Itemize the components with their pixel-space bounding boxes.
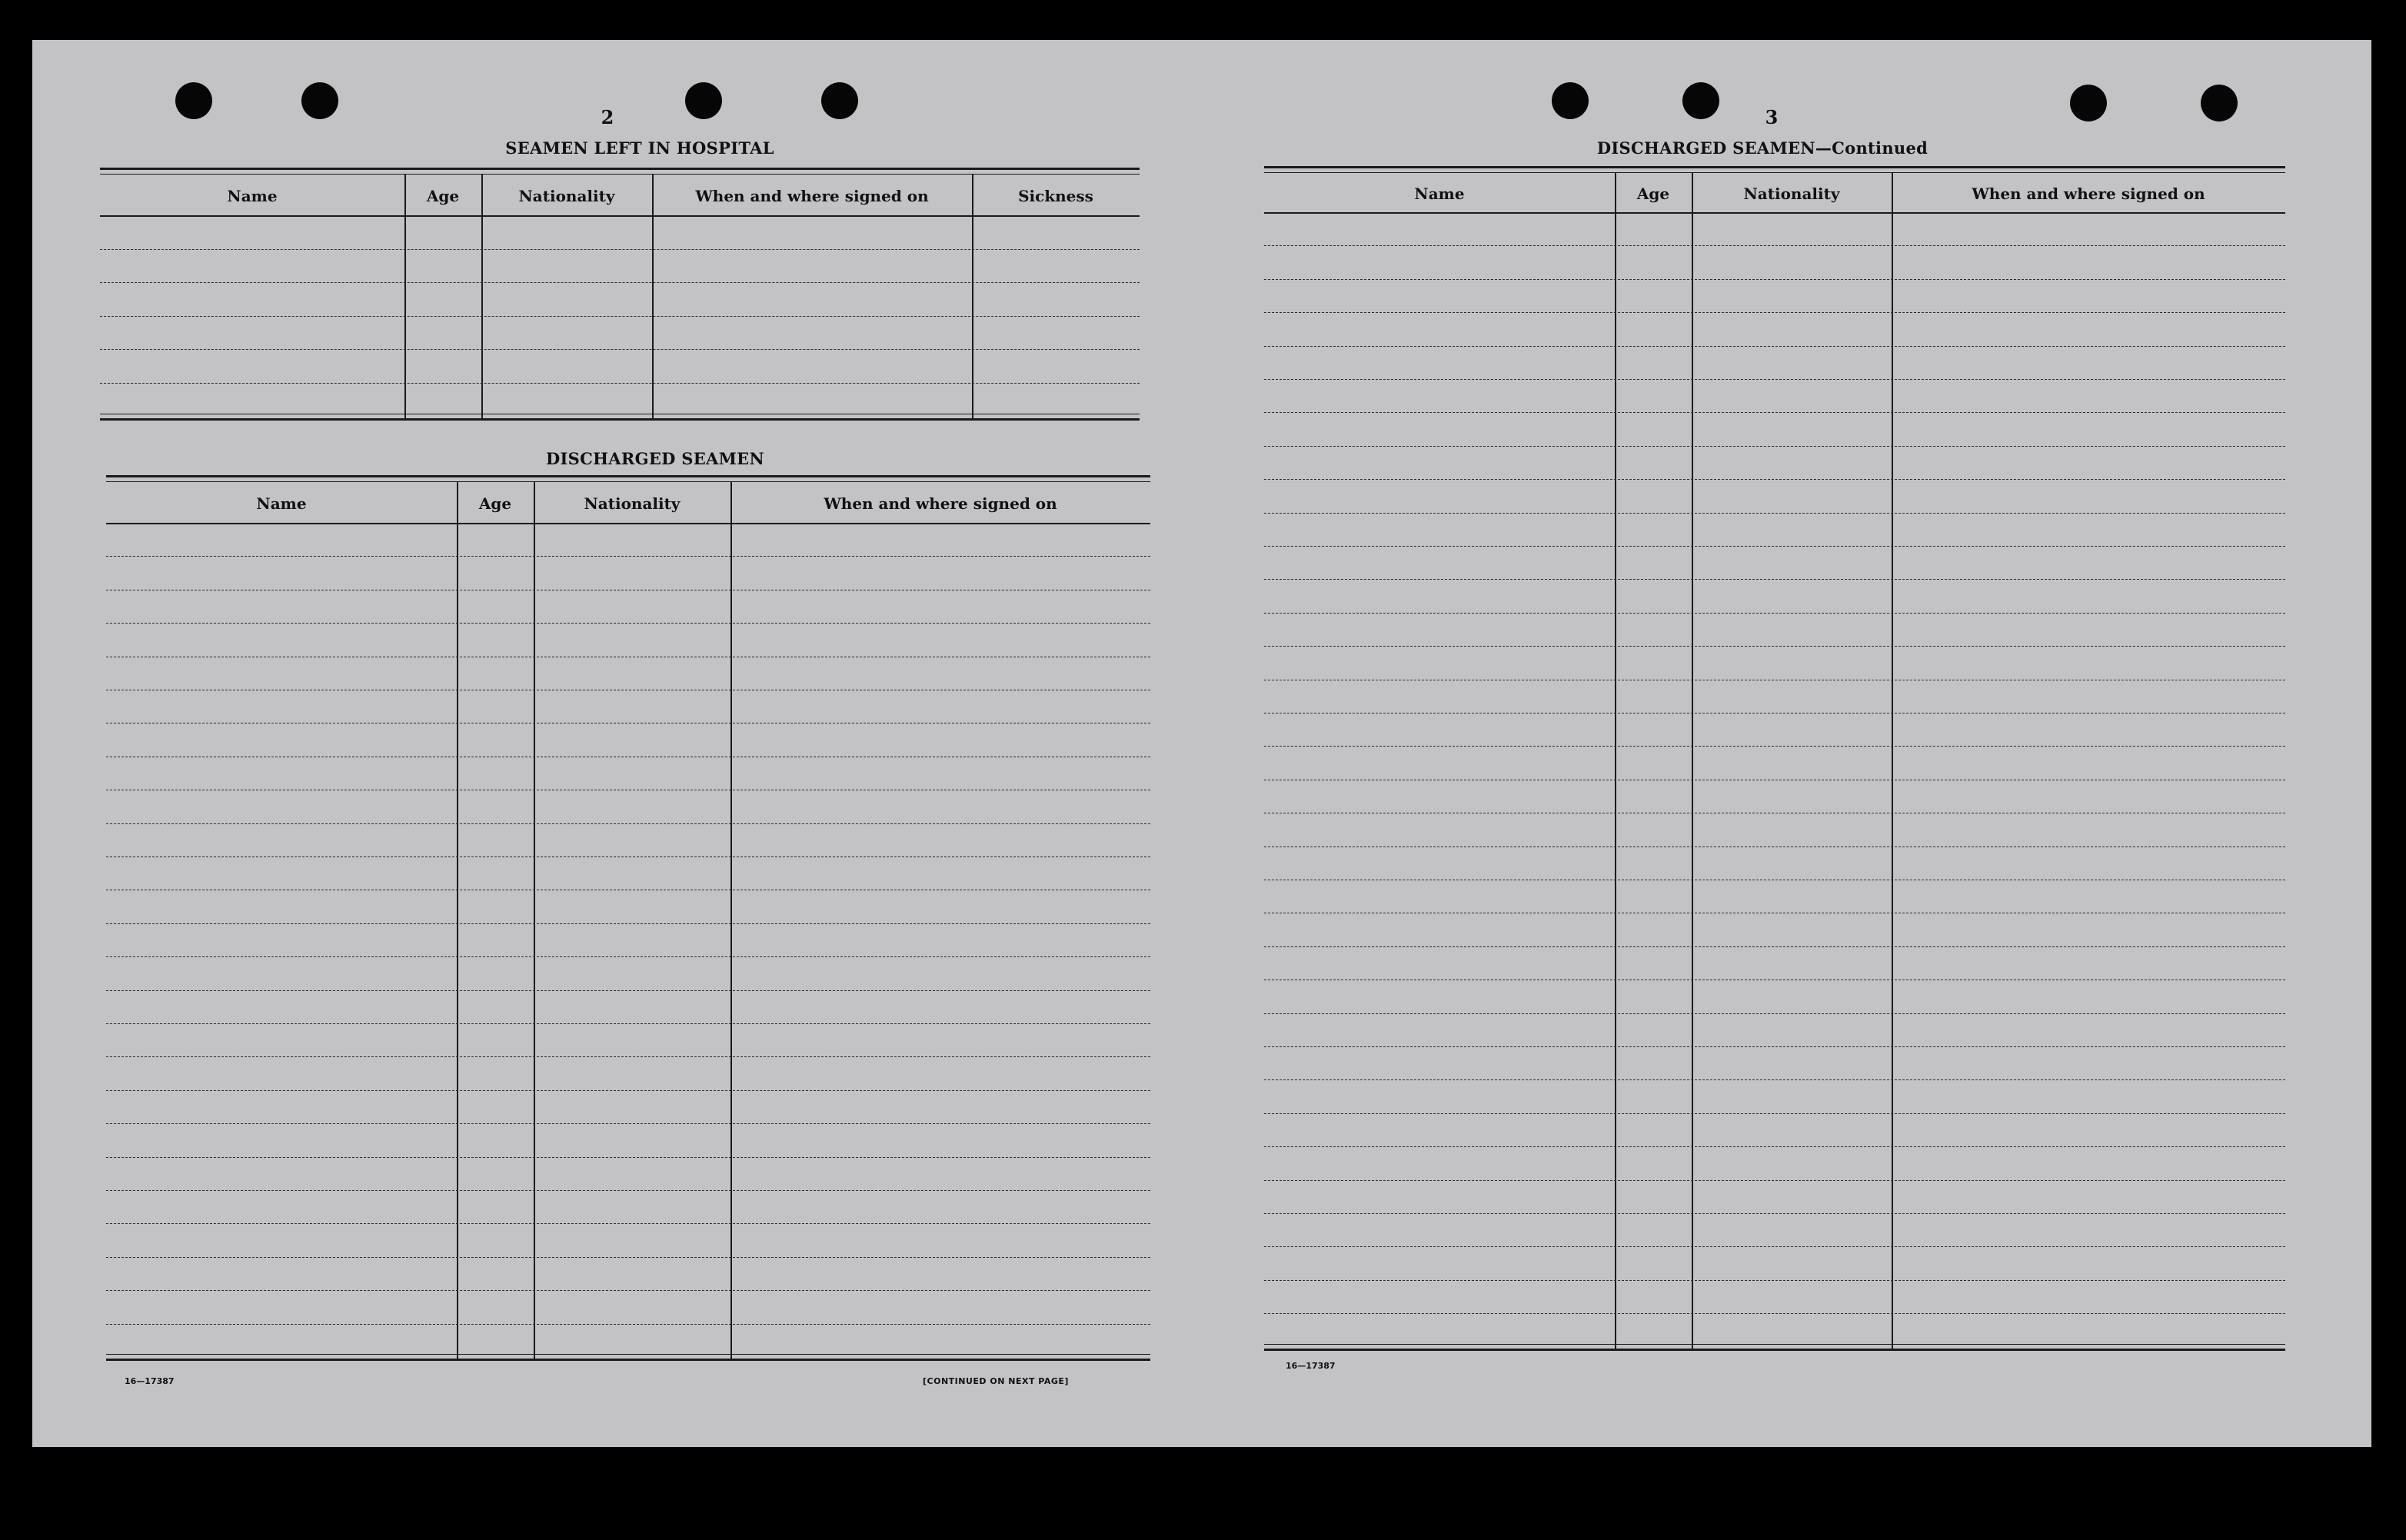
table-row-line — [1264, 412, 2285, 413]
punch-hole — [2201, 85, 2238, 121]
table-row-line — [106, 956, 1150, 957]
table-row-line — [100, 249, 1140, 250]
table-header-rule — [106, 523, 1150, 524]
table-row-line — [1264, 279, 2285, 280]
column-header-when-and-where-signed-on: When and where signed on — [1972, 185, 2205, 203]
table-row-line — [106, 1290, 1150, 1291]
table-top-rule-inner — [106, 481, 1150, 482]
table-top-rule-inner — [100, 174, 1140, 175]
hospital-section-title: SEAMEN LEFT IN HOSPITAL — [505, 138, 774, 158]
column-header-nationality: Nationality — [518, 187, 615, 205]
scanned-form-sheet — [32, 40, 2371, 1447]
table-row-line — [106, 1023, 1150, 1024]
table-row-line — [106, 623, 1150, 624]
discharged-table-right — [1264, 166, 2285, 1399]
table-row-line — [1264, 1113, 2285, 1114]
table-row-line — [1264, 1246, 2285, 1247]
column-header-age: Age — [426, 187, 460, 205]
table-row-line — [1264, 346, 2285, 347]
table-row-line — [106, 990, 1150, 991]
column-header-name: Name — [227, 187, 278, 205]
table-row-line — [1264, 312, 2285, 313]
table-column-divider — [457, 481, 458, 1359]
table-row-line — [106, 1223, 1150, 1224]
punch-hole — [1552, 82, 1589, 119]
form-number-left: 16—17387 — [125, 1376, 175, 1386]
table-row-line — [1264, 746, 2285, 747]
page-number-right: 3 — [1765, 106, 1779, 128]
column-header-nationality: Nationality — [584, 494, 681, 513]
column-header-age: Age — [478, 494, 512, 513]
table-row-line — [106, 823, 1150, 824]
table-top-rule — [1264, 166, 2285, 168]
table-row-line — [1264, 1280, 2285, 1281]
table-row-line — [106, 1190, 1150, 1191]
table-row-line — [106, 1324, 1150, 1325]
table-header-rule — [1264, 212, 2285, 214]
table-bottom-rule — [100, 418, 1140, 421]
table-row-line — [1264, 479, 2285, 480]
discharged-table-left — [106, 475, 1150, 1409]
column-header-nationality: Nationality — [1743, 185, 1840, 203]
column-header-when-and-where-signed-on: When and where signed on — [695, 187, 929, 205]
page-number-left: 2 — [601, 106, 614, 128]
table-column-divider — [652, 174, 654, 418]
table-row-line — [106, 923, 1150, 924]
column-header-name: Name — [256, 494, 307, 513]
table-column-divider — [481, 174, 483, 418]
table-row-line — [1264, 1146, 2285, 1147]
table-column-divider — [1892, 172, 1893, 1349]
table-row-line — [1264, 613, 2285, 614]
table-row-line — [1264, 513, 2285, 514]
table-row-line — [1264, 646, 2285, 647]
discharged-title-main: DISCHARGED SEAMEN — [1596, 138, 1815, 158]
column-header-sickness: Sickness — [1018, 187, 1093, 205]
table-row-line — [100, 316, 1140, 317]
table-row-line — [1264, 1079, 2285, 1080]
table-row-line — [106, 1257, 1150, 1258]
table-row-line — [1264, 546, 2285, 547]
punch-hole — [301, 82, 338, 119]
table-row-line — [1264, 1313, 2285, 1314]
table-bottom-rule — [106, 1359, 1150, 1361]
column-header-name: Name — [1414, 185, 1465, 203]
column-header-when-and-where-signed-on: When and where signed on — [824, 494, 1057, 513]
table-row-line — [106, 556, 1150, 557]
table-column-divider — [730, 481, 732, 1359]
discharged-section-title-right — [1555, 138, 1970, 158]
column-header-age: Age — [1636, 185, 1670, 203]
table-top-rule — [100, 168, 1140, 170]
table-bottom-rule-inner — [106, 1354, 1150, 1355]
table-row-line — [1264, 1213, 2285, 1214]
punch-hole — [685, 82, 722, 119]
table-bottom-rule-inner — [1264, 1344, 2285, 1345]
table-row-line — [106, 1090, 1150, 1091]
table-header-rule — [100, 215, 1140, 217]
table-row-line — [1264, 1013, 2285, 1014]
table-row-line — [1264, 946, 2285, 947]
table-column-divider — [1615, 172, 1616, 1349]
punch-hole — [821, 82, 858, 119]
table-column-divider — [534, 481, 535, 1359]
table-row-line — [1264, 1180, 2285, 1181]
table-row-line — [1264, 245, 2285, 246]
table-row-line — [100, 383, 1140, 384]
table-top-rule-inner — [1264, 172, 2285, 173]
punch-hole — [2070, 85, 2107, 121]
form-number-right: 16—17387 — [1286, 1361, 1336, 1371]
punch-hole — [175, 82, 212, 119]
table-row-line — [1264, 579, 2285, 580]
table-row-line — [100, 282, 1140, 283]
table-column-divider — [972, 174, 973, 418]
table-row-line — [100, 349, 1140, 350]
table-row-line — [1264, 446, 2285, 447]
discharged-title-suffix: —Continued — [1815, 138, 1928, 158]
punch-hole — [1682, 82, 1719, 119]
table-row-line — [106, 1123, 1150, 1124]
table-row-line — [106, 1056, 1150, 1057]
table-row-line — [106, 1157, 1150, 1158]
table-row-line — [106, 856, 1150, 857]
hospital-table — [100, 168, 1140, 466]
table-row-line — [1264, 1046, 2285, 1047]
discharged-section-title-left: DISCHARGED SEAMEN — [546, 449, 764, 468]
table-row-line — [1264, 379, 2285, 380]
table-column-divider — [404, 174, 406, 418]
continued-note: [CONTINUED ON NEXT PAGE] — [923, 1376, 1069, 1386]
table-top-rule — [106, 475, 1150, 477]
table-column-divider — [1692, 172, 1693, 1349]
table-bottom-rule — [1264, 1349, 2285, 1351]
